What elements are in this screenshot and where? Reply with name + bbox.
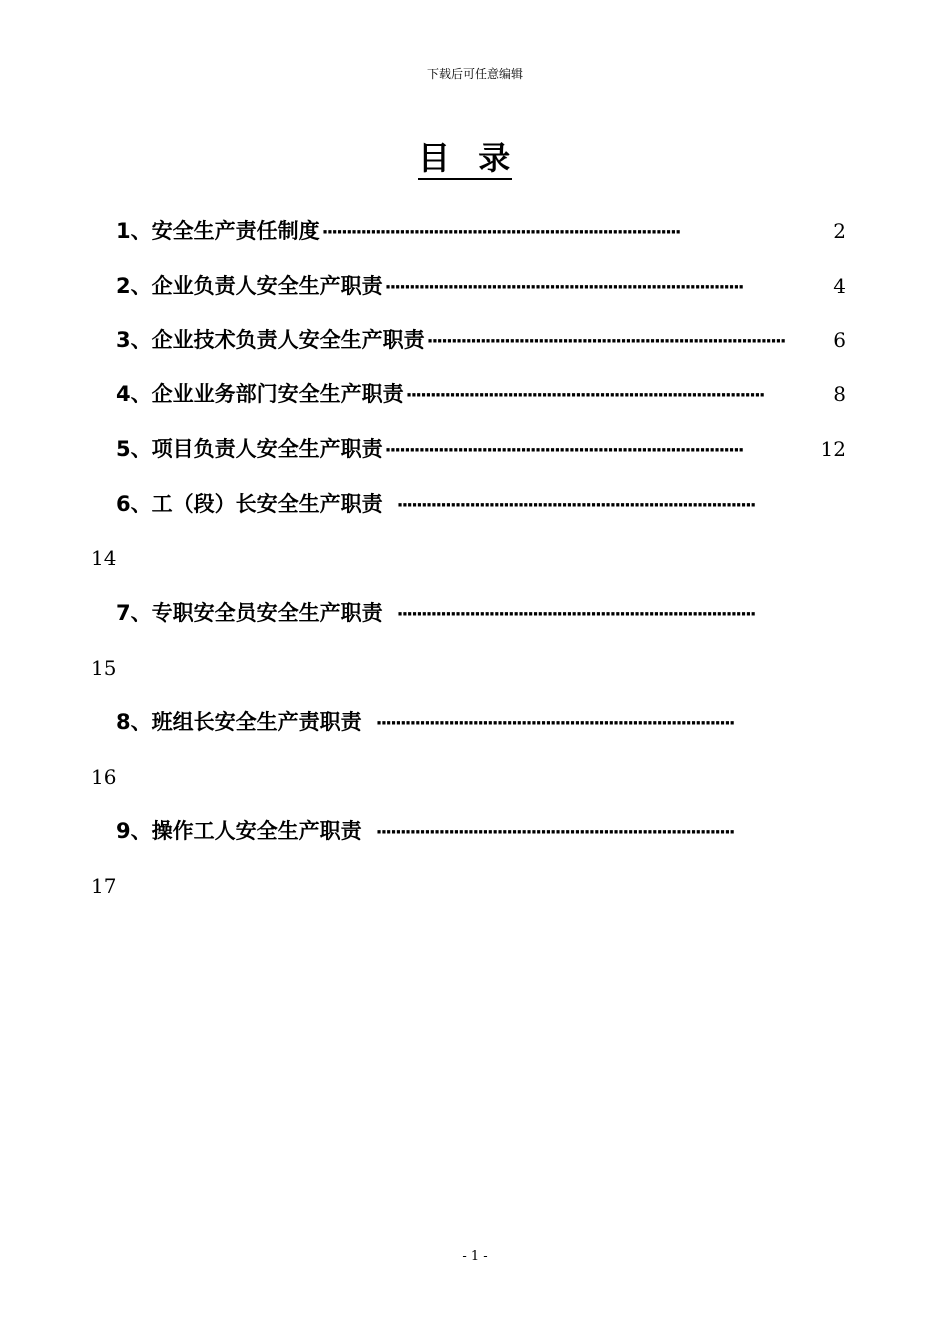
toc-entry-2[interactable]: [116, 271, 846, 301]
header-note: 下载后可任意编辑: [426, 67, 523, 81]
toc-entry-text: 9、操作工人安全生产职责: [116, 819, 362, 843]
toc-page-number: 12: [820, 437, 846, 461]
toc-entry-6[interactable]: [116, 489, 850, 519]
toc-entry-5[interactable]: [116, 434, 846, 464]
toc-leader-dots: ··········································································: [426, 331, 785, 352]
toc-page-number: 16: [91, 765, 117, 789]
toc-entry-text: 3、企业技术负责人安全生产职责: [116, 328, 425, 352]
toc-entry-7[interactable]: [116, 598, 850, 628]
toc-entry-4[interactable]: [116, 379, 846, 409]
toc-leader-dots: ··········································································: [375, 822, 734, 843]
toc-page-number: 4: [833, 274, 846, 298]
toc-page-number: 15: [91, 656, 117, 680]
toc-entry-text: 1、安全生产责任制度: [116, 219, 320, 243]
toc-page-number: 14: [91, 546, 117, 570]
toc-entry-text: 8、班组长安全生产责职责: [116, 710, 362, 734]
toc-page-number: 2: [833, 219, 846, 243]
toc-entry-3[interactable]: [116, 325, 846, 355]
toc-page-number: 8: [833, 382, 846, 406]
toc-leader-dots: ··········································································: [321, 222, 680, 243]
footer-page-number: - 1 -: [462, 1249, 488, 1264]
toc-leader-dots: ··········································································: [384, 440, 743, 461]
toc-entry-text: 4、企业业务部门安全生产职责: [116, 382, 404, 406]
toc-leader-dots: ··········································································: [384, 277, 743, 298]
toc-entry-8[interactable]: [116, 707, 850, 737]
toc-leader-dots: ··········································································: [375, 713, 734, 734]
toc-page-number: 17: [91, 874, 117, 898]
toc-entry-text: 7、专职安全员安全生产职责: [116, 601, 383, 625]
toc-page-number: 6: [833, 328, 846, 352]
toc-entry-1[interactable]: [116, 216, 846, 246]
toc-entry-text: 5、项目负责人安全生产职责: [116, 437, 383, 461]
toc-leader-dots: ··········································································: [396, 495, 755, 516]
toc-entry-text: 2、企业负责人安全生产职责: [116, 274, 383, 298]
page-title: 目 录: [418, 138, 512, 180]
toc-entry-9[interactable]: [116, 816, 850, 846]
toc-entry-text: 6、工（段）长安全生产职责: [116, 492, 383, 516]
toc-leader-dots: ··········································································: [396, 604, 755, 625]
toc-leader-dots: ··········································································: [405, 385, 764, 406]
